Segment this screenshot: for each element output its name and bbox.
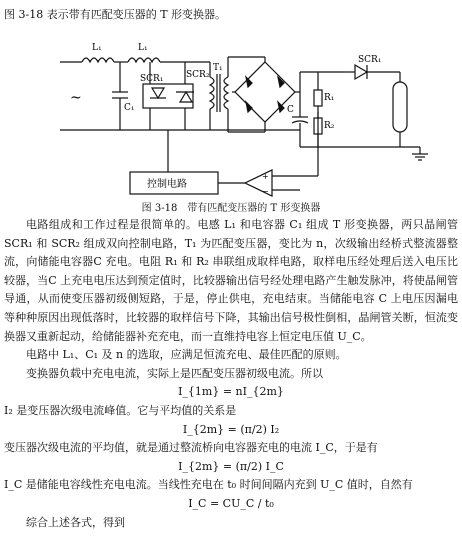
amp-minus-label: − — [262, 187, 269, 196]
r1-label: R₁ — [324, 93, 335, 103]
t1-label: T₁ — [213, 63, 223, 73]
paragraph: I₂ 是变压器次级电流峰值。它与平均值的关系是 — [4, 403, 237, 417]
paragraph: I_C 是储能电容线性充电电流。当线性充电在 t₀ 时间间隔内充到 U_C 值时，自然有 — [4, 478, 413, 492]
equation: I_C = CU_C / t₀ — [188, 496, 274, 510]
body-text — [4, 216, 458, 532]
equation: I_{2m} = (π/2) I_C — [178, 459, 284, 473]
ac-source-label: ~ — [70, 90, 82, 106]
paragraph: 电路组成和工作过程是很简单的。电感 L₁ 和电容器 C₁ 组成 T 形变换器，两只晶闸管 SCR₁ 和 SCR₂ 组成双向控制电路，T₁ 为匹配变压器，变比为 n，次级输出经桥式整流器整流，向储能电容器C 充电。电阻 R₁ 和 R₂ 串联组成取样电路，取样电压经处理后送入电压比较器，当C 上充电电压达到预定值时，比较器输出信号经处理电路产生触发脉冲，将使晶闸管导通，从而使变压器初级侧短路，于是，停止供电，充电结束。当储能电容 C 上电压因漏电等种种原因出现低落时，比较器的取样信号下降，其输出信号极性倒相，晶闸管关断，恒流变换器又重新起动，给储能器补充充电，而一直维持电容上恒定电压值 U_C。 — [4, 218, 458, 343]
r2-label: R₂ — [324, 121, 335, 131]
figure-caption: 图 3-18 带有匹配变压器的 T 形变换器 — [141, 203, 321, 214]
paragraph: 综合上述各式，得到 — [26, 515, 125, 529]
l1a-label: L₁ — [92, 43, 102, 53]
l1b-label: L₁ — [138, 43, 148, 53]
c1-label: C₁ — [124, 103, 135, 113]
c-label: C — [287, 105, 294, 115]
control-circuit-label: 控制电路 — [147, 179, 187, 190]
scr2-label: SCR₂ — [186, 70, 210, 80]
amp-plus-label: + — [262, 172, 269, 181]
equation: I_{2m} = (π/2) I₂ — [182, 422, 280, 436]
paragraph: 电路中 L₁、C₁ 及 n 的选取，应满足恒流充电、最佳匹配的原则。 — [26, 348, 347, 362]
equation: I_{1m} = nI_{2m} — [178, 385, 284, 399]
paragraph: 变换器负载中充电电流，实际上是匹配变压器初级电流。所以 — [26, 366, 323, 380]
intro-text: 图 3-18 表示带有匹配变压器的 T 形变换器。 — [4, 8, 227, 21]
paragraph: 变压器次级电流的平均值，就是通过整流桥向电容器充电的电流 I_C，于是有 — [4, 441, 378, 455]
scr1-label: SCR₁ — [140, 74, 164, 84]
scr1-right-label: SCR₁ — [358, 55, 382, 65]
circuit-diagram — [0, 22, 462, 197]
